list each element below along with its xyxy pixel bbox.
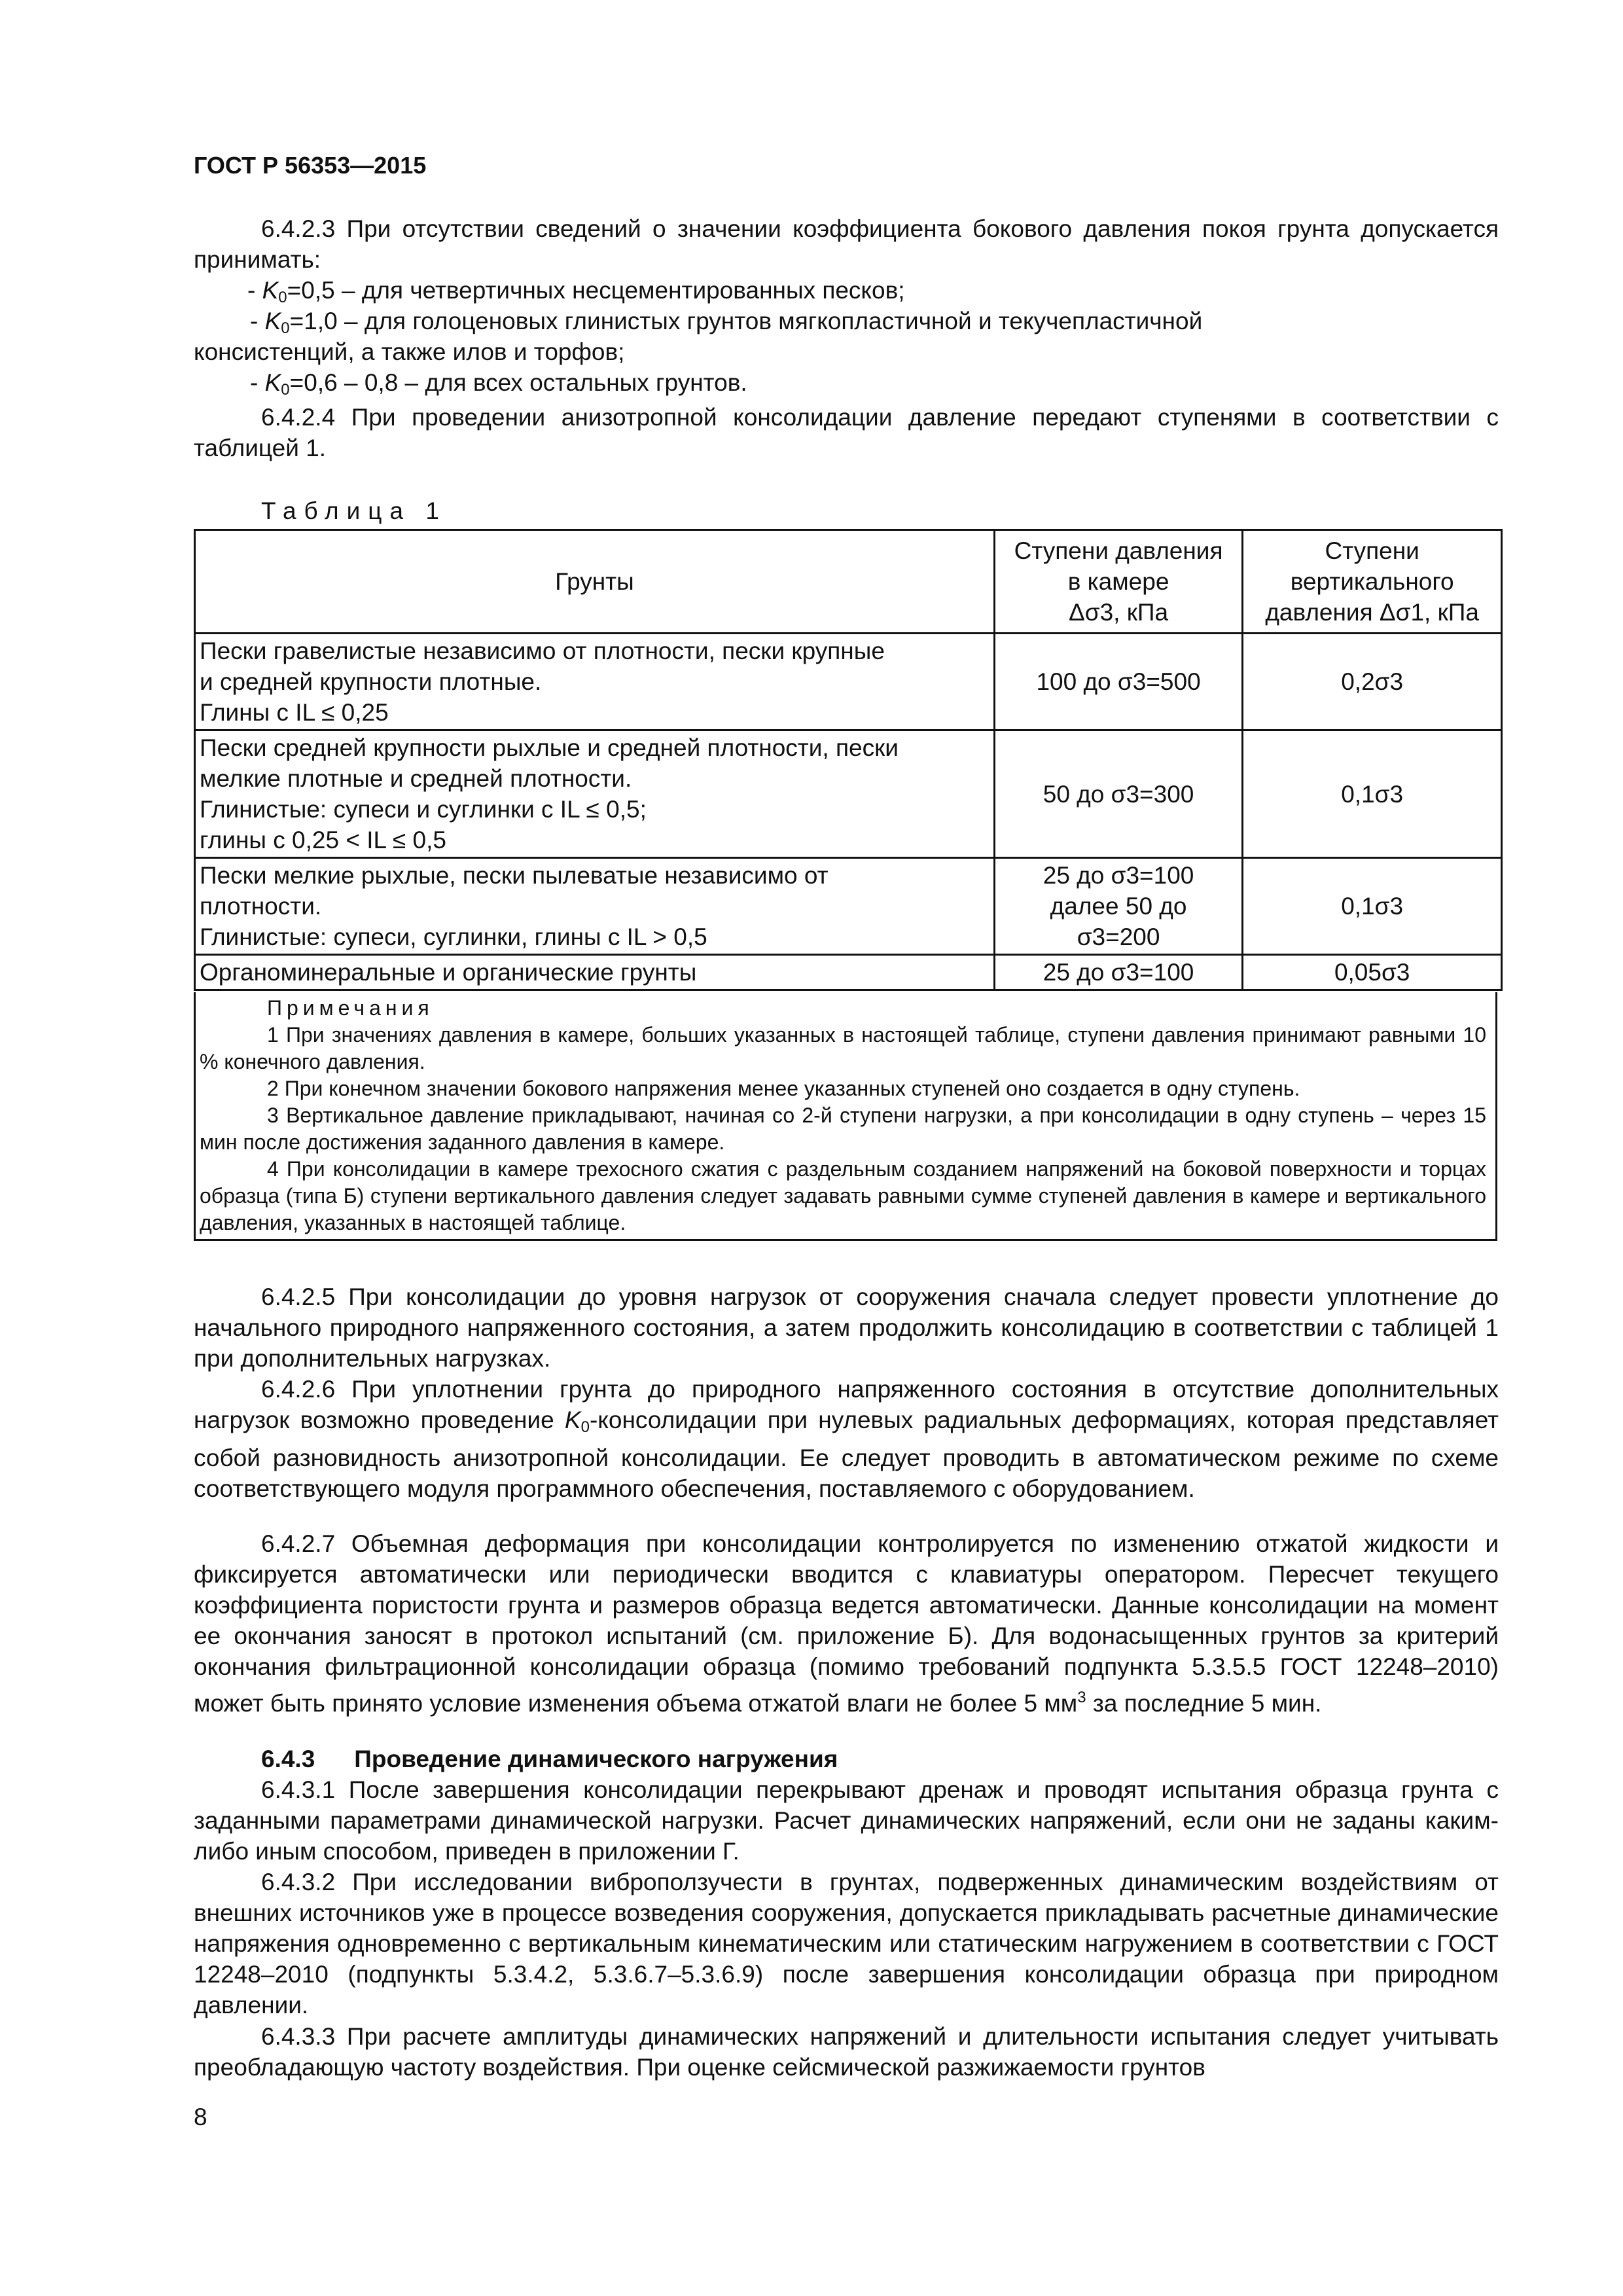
header-soils: Грунты [195,530,995,634]
table-header-row [195,530,1502,634]
document-code-header: ГОСТ Р 56353—2015 [194,152,427,179]
k-symbol: K [264,369,281,396]
paragraph-6-4-2-5: 6.4.2.5 При консолидации до уровня нагрузок от сооружения сначала следует провести уплотнение до начального природного напряженного состояния, а затем продолжить консолидацию в соответствии с таблицей 1 при дополнительных нагрузках. [194,1283,1499,1372]
table-row [195,955,1502,990]
cell-soil: Пески гравелистые независимо от плотности, пески крупные и средней крупности плотные. Глины с IL ≤ 0,25 [195,634,995,730]
cell-vertical: 0,05σ3 [1243,955,1502,990]
paragraph-6-4-3-3: 6.4.3.3 При расчете амплитуды динамических напряжений и длительности испытания следует учитывать преобладающую частоту воздействия. При оценке сейсмической разжижаемости грунтов [194,2023,1499,2081]
cell-vertical: 0,1σ3 [1243,858,1502,955]
note-4: 4 При консолидации в камере трехосного сжатия с раздельным созданием напряжений на боковой поверхности и торцах образца (типа Б) ступени вертикального давления следует задавать равными сумме ступеней давления в камере и вертикального давления, указанных в настоящей таблице. [200,1157,1486,1234]
paragraph-6-4-2-4: 6.4.2.4 При проведении анизотропной консолидации давление передают ступенями в соответствии с таблицей 1. [194,404,1499,461]
table-caption: Таблица 1 [261,497,447,524]
table-row [195,730,1502,858]
k-symbol: K [262,277,279,304]
list-item-k0-clays-cont: консистенций, а также илов и торфов; [194,338,625,365]
cell-vertical: 0,2σ3 [1243,634,1502,730]
section-6-4-3-heading: 6.4.3 Проведение динамического нагружения [261,1746,838,1772]
paragraph-6-4-2-3: 6.4.2.3 При отсутствии сведений о значении коэффициента бокового давления покоя грунта допускается принимать: [194,215,1499,273]
table-row [195,858,1502,955]
note-2: 2 При конечном значении бокового напряжения менее указанных ступеней оно создается в одну ступень. [267,1077,1300,1100]
note-1: 1 При значениях давления в камере, больших указанных в настоящей таблице, ступени давления принимают равными 10 % конечного давления. [200,1023,1486,1073]
notes-caption: Примечания [267,996,434,1020]
list-item-k0-sands: - $K_0=0,5$ – для четвертичных несцементированных песков; [247,277,905,306]
list-item-k0-other: - $K_0=0,6 - 0,8$ – для всех остальных грунтов. [250,369,747,399]
cell-chamber: 25 до σ3=100 далее 50 до σ3=200 [994,858,1242,955]
cell-soil: Пески мелкие рыхлые, пески пылеватые независимо от плотности. Глинистые: супеси, суглинки, глины с IL > 0,5 [195,858,995,955]
paragraph-6-4-3-1: 6.4.3.1 После завершения консолидации перекрывают дренаж и проводят испытания образца грунта с заданными параметрами динамической нагрузки. Расчет динамических напряжений, если они не заданы каким-либо иным способом, приведен в приложении Г. [194,1776,1499,1865]
header-vertical-steps: Ступени вертикального давления Δσ1, кПа [1243,530,1502,634]
cell-soil: Органоминеральные и органические грунты [195,955,995,990]
list-item-k0-clays: - $K_0=1,0$ – для голоценовых глинистых грунтов мягкопластичной и текучепластичной [250,308,1203,337]
cell-soil: Пески средней крупности рыхлые и средней плотности, пески мелкие плотные и средней плотности. Глинистые: супеси и суглинки с IL ≤ 0,5; глины с 0,25 < IL ≤ 0,5 [195,730,995,858]
table-1 [194,529,1503,991]
paragraph-6-4-2-6: 6.4.2.6 При уплотнении грунта до природного напряженного состояния в отсутствие дополнительных нагрузок возможно проведение $K_0$-консолидации при нулевых радиальных деформациях, которая представляет собой разновидность анизотропной консолидации. Ее следует проводить в автоматическом режиме по схеме соответствующего модуля программного обеспечения, поставляемого с оборудованием. [194,1376,1499,1502]
table-row [195,634,1502,730]
cell-chamber: 25 до σ3=100 [994,955,1242,990]
k-symbol: K [264,308,281,334]
cell-chamber: 50 до σ3=300 [994,730,1242,858]
table-notes [194,992,1497,1241]
cell-vertical: 0,1σ3 [1243,730,1502,858]
page-number: 8 [194,2104,207,2130]
paragraph-6-4-3-2: 6.4.3.2 При исследовании виброползучести в грунтах, подверженных динамическим воздействиям от внешних источников уже в процессе возведения сооружения, допускается прикладывать расчетные динамические напряжения одновременно с вертикальным кинематическим или статическим нагружением в соответствии с ГОСТ 12248–2010 (подпункты 5.3.4.2, 5.3.6.7–5.3.6.9) после завершения консолидации образца при природном давлении. [194,1869,1499,2018]
cell-chamber: 100 до σ3=500 [994,634,1242,730]
header-chamber-steps: Ступени давления в камере Δσ3, кПа [994,530,1242,634]
paragraph-6-4-2-7: 6.4.2.7 Объемная деформация при консолидации контролируется по изменению отжатой жидкости и фиксируется автоматически или периодически вводится с клавиатуры оператором. Пересчет текущего коэффициента пористости грунта и размеров образца ведется автоматически. Данные консолидации на момент ее окончания заносят в протокол испытаний (см. приложение Б). Для водонасыщенных грунтов за критерий окончания фильтрационной консолидации образца (помимо требований подпункта 5.3.5.5 ГОСТ 12248–2010) может быть принято условие изменения объема отжатой влаги не более 5 $мм^3$ за последние 5 мин. [194,1530,1499,1717]
note-3: 3 Вертикальное давление прикладывают, начиная со 2-й ступени нагрузки, а при консолидации в одну ступень – через 15 мин после достижения заданного давления в камере. [200,1103,1486,1154]
